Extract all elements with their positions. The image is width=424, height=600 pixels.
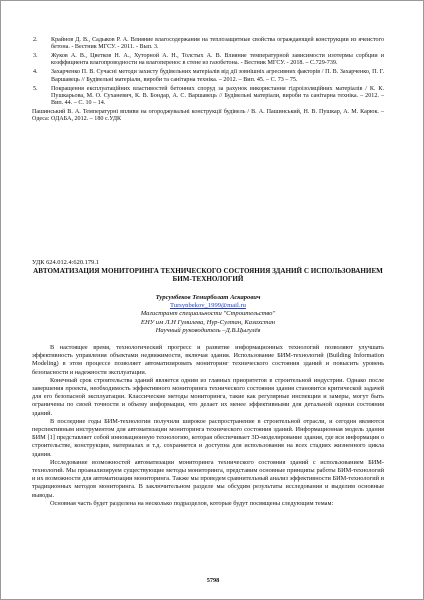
reference-number: 4. — [33, 69, 38, 76]
author-name: Турсунбеков Темирболат Аскарович — [155, 294, 261, 301]
body-paragraph: Исследование возможностей автоматизации мониторинга технического состояния зданий с использованием БИМ-технологий. Мы проанализируем существующие методы мониторинга, представим основные принципы работы БИМ-технологий и их возможности для автоматизации мониторинга. Также мы проведем сравнительный анализ эффективности БИМ-технологий и традиционных методов мониторинга. В заключительном разделе мы обсудим результаты исследования и выделим основные выводы. — [32, 458, 384, 499]
udk-code: УДК 624.012.4:620.179.1 — [32, 259, 99, 266]
reference-item — [32, 86, 384, 108]
body-paragraph: Конечный срок строительства зданий является одним из главных приоритетов в строительной индустрии. Однако после завершения проекта, необходимость эффективного мониторинга технического состояния здания становится критической задачей для его безопасной эксплуатации. Классические методы мониторинга, такие как регулярные инспекции и замеры, могут быть ограничены по своей точности и объему информации, что делает их менее эффективными для детальной оценки состояния зданий. — [32, 376, 384, 417]
reference-text: Жуков А. В., Цветков Н. А., Хуторной А. Н., Толстых А. В. Влияние температурной зависимости изотермы сорбции и коэффициента влагопроводности на влагоперенос в стене из газобетона. - Вестник МГСУ. - 2018. – С.729-739. — [51, 53, 384, 67]
author-affiliation: ЕНУ им Л.Н Гумилева, Нур-Султан, Казахстан — [140, 318, 276, 326]
article-title: АВТОМАТИЗАЦИЯ МОНИТОРИНГА ТЕХНИЧЕСКОГО СОСТОЯНИЯ ЗДАНИЙ С ИСПОЛЬЗОВАНИЕМ БИМ-ТЕХНОЛОГИЙ — [33, 267, 383, 284]
body-paragraph: В последние годы БИМ-технологии получили широкое распространение в строительной отрасли, и сегодня являются перспективным инструментом для автоматизации мониторинга технического состояния зданий. Информационная модель здания БИМ [1] представляет собой инновационную технологию, которая обеспечивает 3D-моделирование здания, где вся информация о строительстве, конструкции, материалах и т.д. сохраняется и доступна для использования на всех стадиях жизненного цикла здания. — [32, 417, 384, 458]
body-paragraph: Основная часть будет разделена на несколько подразделов, которые будут посвящены следующим темам: — [50, 499, 334, 507]
author-email-link[interactable]: Tursynbekov_1999@mail.ru — [170, 302, 246, 310]
author-position: Магистрант специальности "Строительство" — [140, 310, 276, 318]
reference-number: 5. — [33, 85, 38, 92]
reference-text: Покращення експлуатаційних властивостей бетонних споруд за рахунок використання гідроізоляційних матеріалів / К. К. Пушкарьова, М. О. Суханевич, К. В. Бондар, А. С. Варшавець // Будівельні матеріали, вироби та санітарна техніка. – 2012. – Вип. 44. – С. 10 – 14. — [51, 85, 384, 107]
author-block — [32, 294, 384, 335]
reference-list — [32, 37, 384, 124]
reference-item — [32, 69, 384, 84]
reference-item — [32, 37, 384, 52]
body-paragraph: В настоящее время, технологический прогресс и развитие информационных технологий позволяют улучшать эффективность управления объектами недвижимости, включая здания. Использование БИМ-технологий (Building Information Modeling) в этом процессе позволяет автоматизировать мониторинг технического состояния зданий и повысить уровень безопасности и надежности эксплуатации. — [32, 344, 384, 376]
reference-number: 3. — [33, 53, 38, 60]
reference-text: Крайнов Д. В., Садыков Р. А. Влияние влагосодержания на теплозащитные свойства ограждающей конструкции из ячеистого бетона. - Вестник МГСУ. - 2011. - Вып. 3. — [51, 37, 384, 51]
reference-text: Захарченко П. В. Сучасні методи захисту будівельних матеріалів від дії зовнішніх агресивних факторів / П. В. Захарченко, П. Г. Варшавець // Будівельні матеріали, вироби та санітарна техніка. – 2012. – Вип. 45. – С. 73 – 75. — [51, 69, 384, 83]
reference-number: 2. — [33, 37, 38, 43]
article-body — [32, 344, 384, 508]
page-number: 5798 — [206, 577, 220, 584]
reference-unnumbered: Пашинський В. А. Температурні впливи на огороджувальні конструкції будівель / В. А. Пашинський, Н. В. Пушкар, А. М. Карюк. – Одеса: ОДАБА, 2012. – 180 с.УДК — [32, 109, 384, 123]
reference-item — [32, 53, 384, 68]
scientific-supervisor: Научный руководитель –Д.В.Цыгулёв — [155, 326, 261, 334]
